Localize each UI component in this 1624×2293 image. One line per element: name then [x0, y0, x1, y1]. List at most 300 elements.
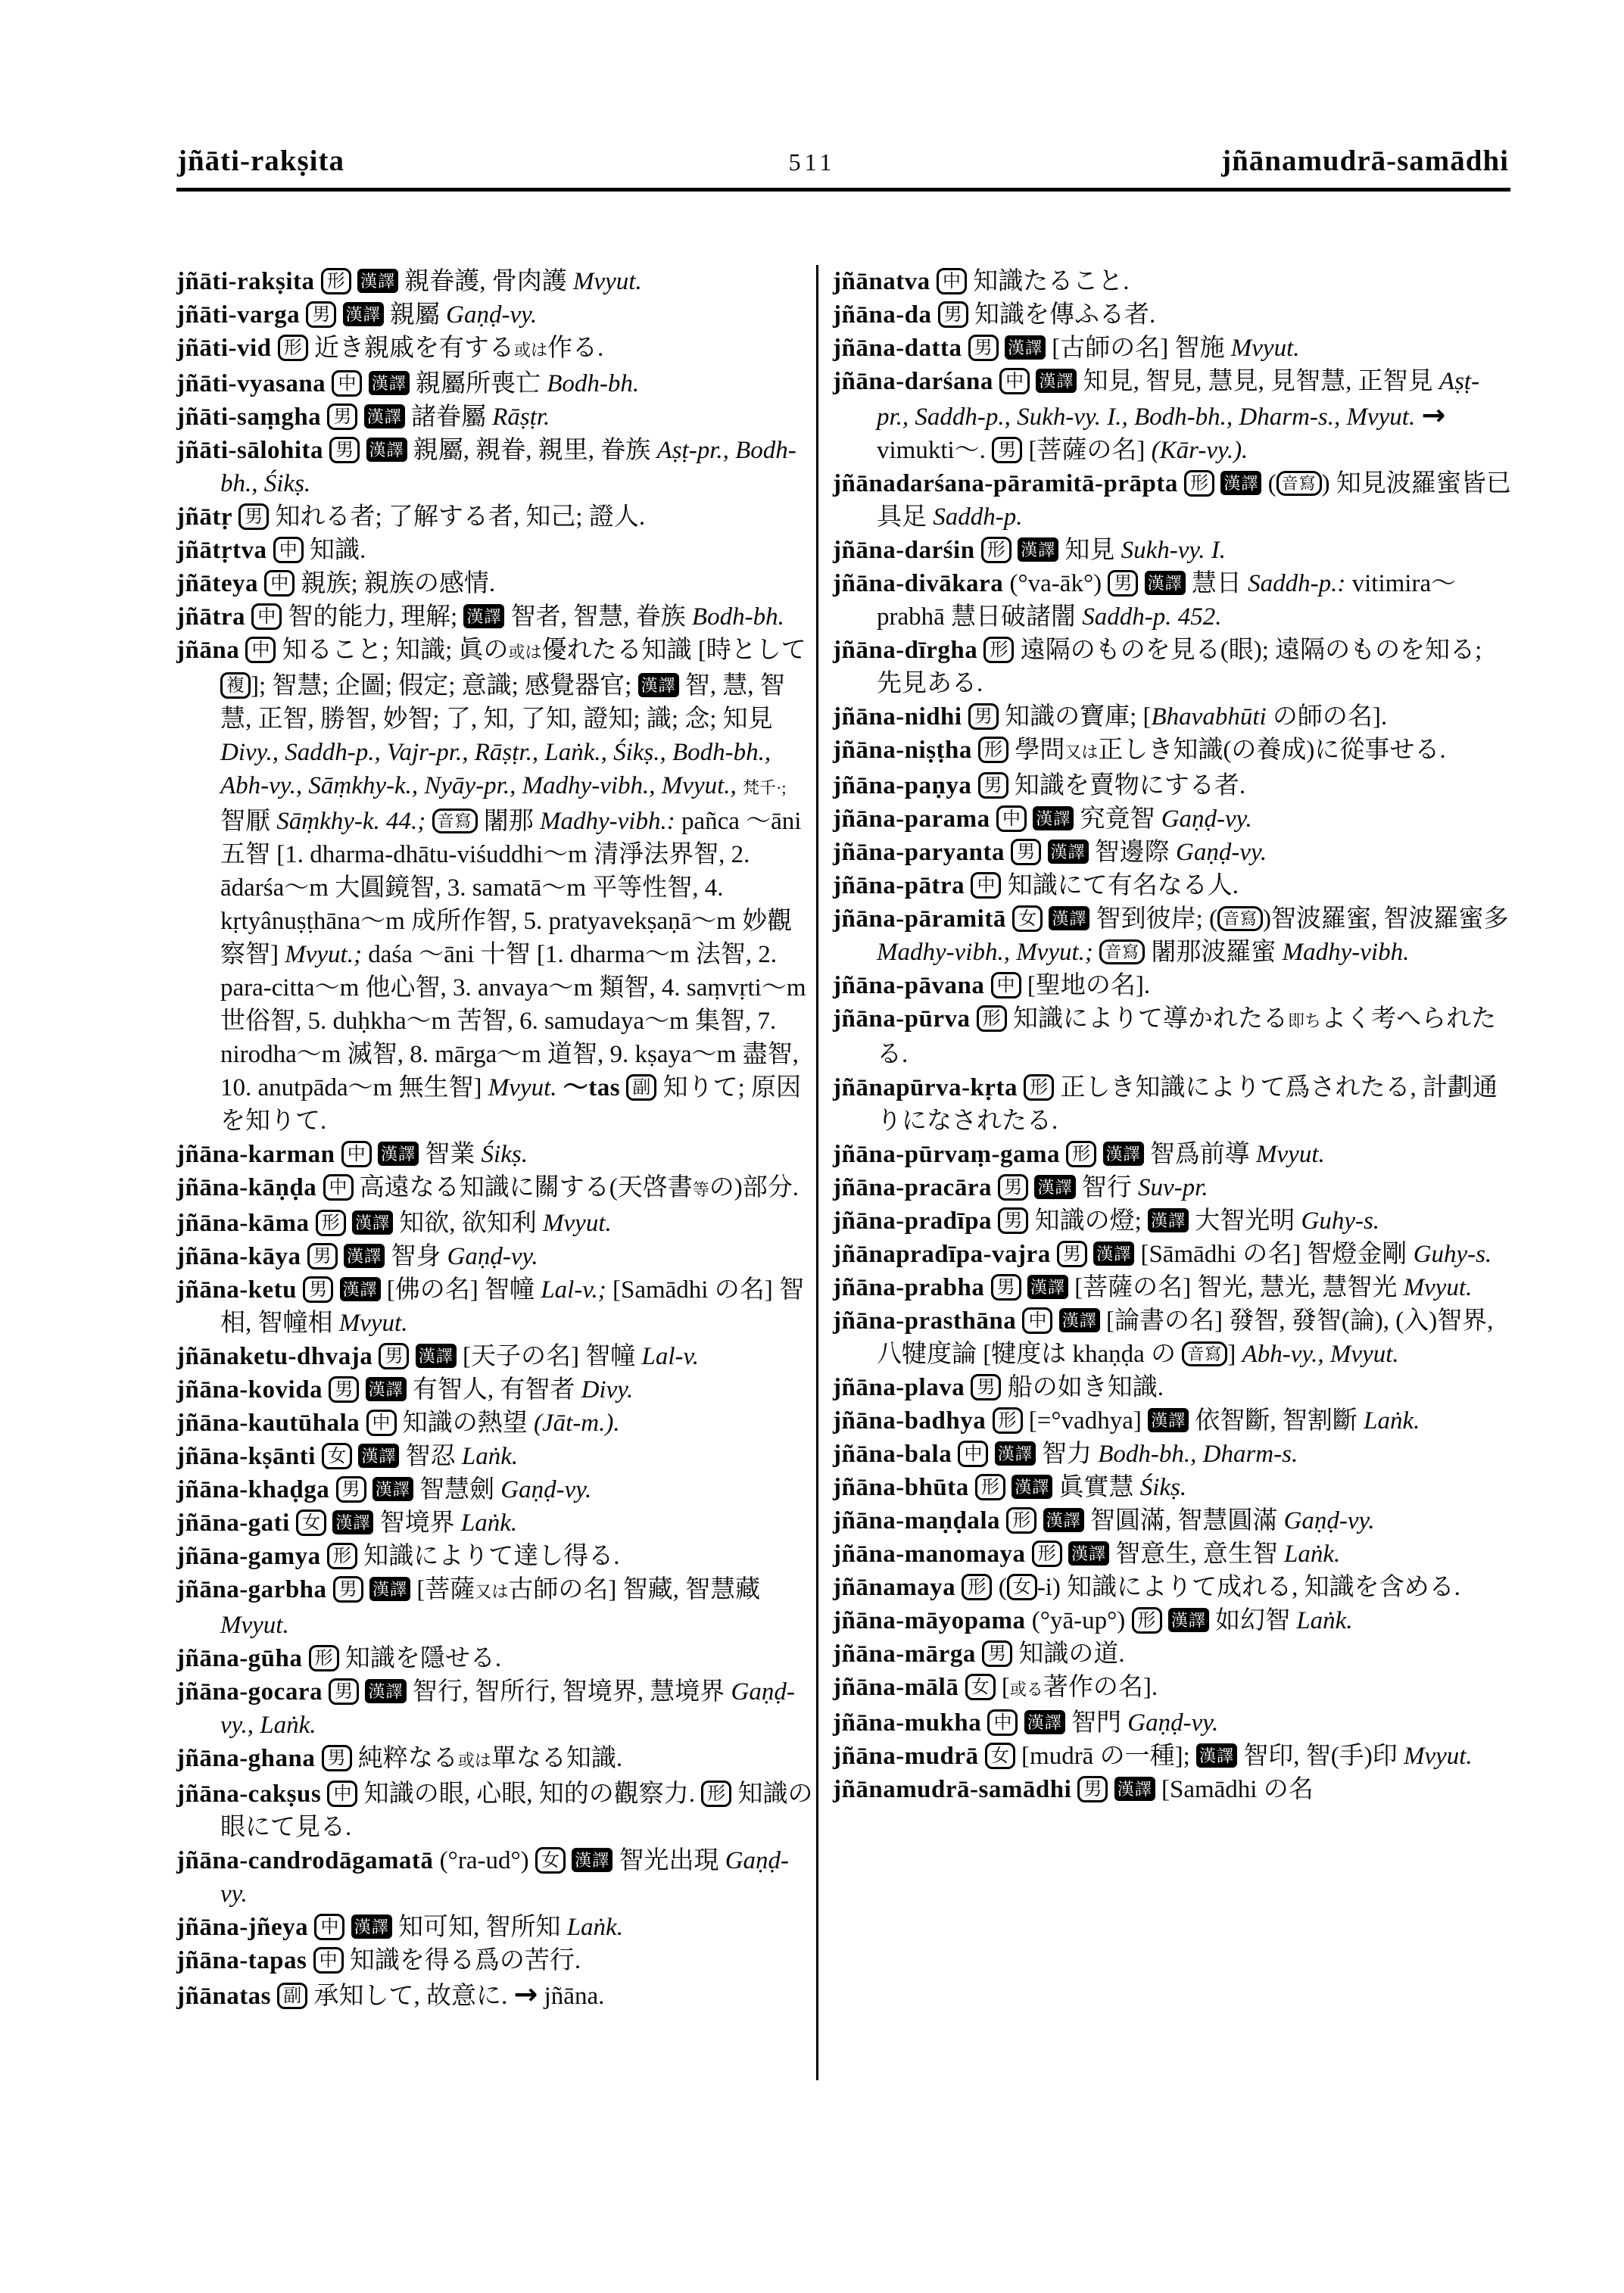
- source-ref: Mvyut.: [1230, 335, 1300, 362]
- kanyaku-marker: 漢譯: [1049, 906, 1089, 930]
- source-ref: Divy.: [581, 1376, 634, 1404]
- definition-text: 正しき知識によりて爲されたる, 計劃通りになされたる.: [877, 1074, 1498, 1135]
- headword: jñāna-datta: [833, 335, 962, 362]
- dict-entry: [176, 367, 815, 400]
- source-ref: Mvyut.: [488, 1074, 557, 1101]
- source-ref: Mvyut.: [1403, 1274, 1473, 1301]
- source-ref: Aṣṭ-pr., Saddh-p., Sukh-vy. I., Bodh-bh., Dharm-s., Mvyut.: [877, 368, 1480, 431]
- definition-text: 親屬, 親眷, 親里, 眷族: [413, 437, 651, 464]
- dict-entry: [176, 1977, 815, 2013]
- definition-text: 慧日: [1191, 570, 1242, 597]
- definition-text: 知りて; 原因を知りて.: [220, 1074, 801, 1135]
- kanyaku-marker: 漢譯: [369, 371, 410, 395]
- definition-text: 親族; 親族の感情.: [301, 570, 496, 597]
- dict-entry: [176, 265, 815, 298]
- definition-text: 知識の燈;: [1034, 1207, 1142, 1235]
- definition-text: 智身: [391, 1243, 441, 1270]
- onsha-marker: 音寫: [432, 808, 478, 833]
- definition-text: 智到彼岸; (: [1096, 905, 1218, 933]
- headword: jñāna-pūrvaṃ-gama: [833, 1141, 1061, 1168]
- definition-text: 智厭: [220, 808, 270, 835]
- pos-marker: 女: [985, 1743, 1015, 1769]
- headword: jñāna-kṣānti: [176, 1443, 316, 1470]
- pos-marker: 男: [307, 1243, 338, 1270]
- kanyaku-marker: 漢譯: [463, 604, 504, 628]
- headword: jñātṛtva: [176, 537, 267, 564]
- definition-text: 闍那: [483, 808, 534, 835]
- definition-text: 十智 [: [480, 941, 545, 968]
- source-ref: Gaṇḍ-vy.: [446, 301, 538, 329]
- headword: jñānadarśana-pāramitā-prāpta: [833, 470, 1178, 497]
- definition-text: 成所作智,: [411, 908, 518, 935]
- pos-marker: 中: [245, 637, 276, 663]
- kanyaku-marker: 漢譯: [365, 1679, 406, 1703]
- pos-marker: 中: [996, 805, 1027, 832]
- definition-text: [論書の名] 發智, 發智(論), (入)智界, 八犍度論 [犍度は: [877, 1307, 1494, 1368]
- sanskrit-term: [=°vadhya]: [1028, 1407, 1142, 1435]
- kanyaku-marker: 漢譯: [1048, 840, 1089, 864]
- sanskrit-term: 9. kṣaya〜m: [609, 1041, 737, 1068]
- dict-entry: [176, 332, 815, 367]
- dict-entry: [176, 1373, 815, 1407]
- dict-entry: [176, 434, 815, 500]
- definition-text: 依智斷, 智割斷: [1195, 1407, 1357, 1435]
- arrow-icon: →: [513, 1977, 538, 2011]
- definition-text: [Samādhi の名: [1161, 1776, 1314, 1803]
- headword: jñāti-varga: [176, 301, 301, 329]
- kanyaku-marker: 漢譯: [1005, 335, 1046, 360]
- pos-marker: 男: [329, 437, 360, 463]
- definition-text: 智邊際: [1094, 839, 1170, 866]
- definition-text: 他心智,: [365, 974, 447, 1002]
- definition-text: 承知して, 故意に.: [313, 1983, 508, 2010]
- sanskrit-term: pañca 〜āni: [681, 808, 802, 835]
- onsha-marker: 音寫: [1217, 906, 1263, 931]
- kanyaku-marker: 漢譯: [1034, 1175, 1075, 1199]
- definition-text: 古師の名] 智藏, 智慧藏: [508, 1576, 761, 1603]
- pos-marker: 男: [971, 1374, 1001, 1400]
- pos-marker: 男: [998, 1207, 1028, 1234]
- kanyaku-marker: 漢譯: [1220, 471, 1261, 495]
- definition-text: の: [1151, 1341, 1177, 1368]
- source-ref: Sāṃkhy-k. 44.;: [276, 808, 426, 835]
- headword: jñāna-paṇya: [833, 772, 972, 799]
- dict-entry: [176, 1675, 815, 1742]
- kanyaku-marker: 漢譯: [366, 438, 407, 462]
- definition-text: (: [998, 1574, 1007, 1601]
- pos-marker: 形: [1032, 1541, 1062, 1567]
- definition-text: 知識を傳ふる者.: [974, 301, 1156, 329]
- source-ref: Laṅk.: [566, 1914, 623, 1941]
- headword: jñāti-rakṣita: [176, 268, 315, 295]
- dict-entry: [176, 400, 815, 434]
- dict-entry: [833, 1204, 1511, 1238]
- definition-text: 世俗智,: [220, 1008, 302, 1035]
- pos-marker: 中: [327, 1781, 357, 1807]
- pos-marker: 男: [968, 703, 999, 730]
- dict-entry: [833, 1537, 1511, 1571]
- pos-marker: 中: [313, 1947, 344, 1974]
- pos-marker: 形: [309, 1645, 339, 1671]
- headword: jñāna-dīrgha: [833, 637, 978, 664]
- headword: jñāna-divākara: [833, 570, 1004, 597]
- sanskrit-term: 1. dharma〜m: [544, 941, 690, 968]
- pos-marker: 中: [341, 1141, 372, 1167]
- kanyaku-marker: 漢譯: [1103, 1142, 1144, 1166]
- headword: jñātra: [176, 603, 245, 631]
- definition-text: 集智,: [694, 1008, 752, 1035]
- headword: jñāna-manomaya: [833, 1541, 1026, 1568]
- kanyaku-marker: 漢譯: [1036, 369, 1077, 393]
- definition-text: 知見: [1064, 537, 1115, 564]
- definition-text: 闍那波羅蜜: [1151, 939, 1276, 966]
- dict-entry: [176, 1742, 815, 1777]
- definition-text: 智慧劍: [419, 1476, 495, 1503]
- definition-text: 知識を得る爲の苦行.: [349, 1947, 581, 1974]
- definition-text: 如幻智: [1215, 1607, 1291, 1634]
- source-ref: Guhy-s.: [1413, 1241, 1492, 1268]
- headword: jñāna-cakṣus: [176, 1781, 322, 1808]
- kanyaku-marker: 漢譯: [369, 1577, 410, 1601]
- headword: jñāna-mālā: [833, 1674, 959, 1701]
- headword: jñāna-pāvana: [833, 972, 985, 999]
- dict-entry: [176, 1340, 815, 1373]
- small-note: 或は: [457, 1751, 491, 1770]
- source-ref: Gaṇḍ-vy., Laṅk.: [220, 1678, 795, 1739]
- source-ref: Laṅk.: [1284, 1541, 1341, 1568]
- kanyaku-marker: 漢譯: [1168, 1608, 1209, 1632]
- small-note: 或る: [1009, 1680, 1043, 1699]
- pos-marker: 形: [1184, 470, 1214, 497]
- pos-marker: 男: [336, 1476, 366, 1503]
- dict-entry: [833, 969, 1511, 1002]
- pos-marker: 形: [993, 1407, 1023, 1434]
- definition-text: 智境界: [379, 1509, 455, 1537]
- sanskrit-term: -i): [1036, 1574, 1061, 1601]
- dict-entry: [833, 1371, 1511, 1404]
- headword: jñāna-khaḍga: [176, 1476, 330, 1503]
- definition-text: 親屬所喪亡: [415, 370, 541, 397]
- definition-text: 近き親戚を有する: [314, 335, 515, 362]
- definition-text: 知見波羅蜜皆已具足: [877, 470, 1511, 531]
- pos-marker: 女: [322, 1443, 352, 1469]
- headword: jñāna-tapas: [176, 1947, 307, 1974]
- kanyaku-marker: 漢譯: [1196, 1743, 1237, 1768]
- pos-marker: 男: [982, 1640, 1012, 1667]
- headword: jñāna-badhya: [833, 1407, 987, 1435]
- definition-text: 眞實慧: [1058, 1474, 1134, 1501]
- headword: jñāti-vyasana: [176, 370, 326, 397]
- definition-text: 清淨法界智,: [594, 841, 725, 868]
- definition-text: の師の名].: [1272, 703, 1388, 731]
- source-ref: Gaṇḍ-vy.: [220, 1847, 790, 1908]
- definition-text: 知識によりて導かれたる: [1013, 1005, 1289, 1033]
- definition-text: [菩薩の名] 智光, 慧光, 慧智光: [1074, 1274, 1398, 1301]
- sanskrit-term: khaṇḍa: [1072, 1341, 1145, 1368]
- dict-entry: [176, 1911, 815, 1944]
- small-note: 等: [692, 1180, 709, 1199]
- dict-entry: [176, 1440, 815, 1473]
- small-note: 又は: [475, 1582, 509, 1601]
- headword: jñāti-vid: [176, 335, 272, 362]
- source-ref: Gaṇḍ-vy.: [1283, 1507, 1375, 1534]
- definition-text: [mudrā の一種];: [1021, 1743, 1190, 1770]
- source-ref: Madhy-vibh., Mvyut.;: [877, 939, 1093, 966]
- pos-marker: 形: [1006, 1507, 1036, 1534]
- column-divider: [816, 265, 818, 2080]
- definition-text: [菩薩の名]: [1028, 437, 1146, 464]
- headword: jñāti-saṃgha: [176, 403, 322, 431]
- pos-marker: 女: [535, 1847, 566, 1874]
- pos-marker: 男: [1057, 1241, 1087, 1267]
- definition-text: [Sāmādhi の名] 智燈金剛: [1140, 1241, 1407, 1268]
- definition-text: 遠隔のものを見る(眼); 遠隔のものを知る; 先見ある.: [877, 637, 1482, 697]
- pos-marker: 形: [321, 268, 351, 294]
- pos-marker: 男: [938, 301, 968, 328]
- headword: jñāna-nidhi: [833, 703, 962, 731]
- source-ref: Gaṇḍ-vy.: [1161, 805, 1252, 833]
- sanskrit-term: 4. saṃvṛti〜m: [661, 974, 806, 1002]
- pos-marker: 形: [962, 1574, 992, 1600]
- source-ref: Mvyut.: [1403, 1743, 1473, 1770]
- source-ref: Divy., Saddh-p., Vajr-pr., Rāṣṭr., Laṅk., Śikṣ., Bodh-bh., Abh-vy., Sāṃkhy-k., Nyāy-pr., Madhy-vibh., Mvyut.,: [220, 739, 771, 799]
- pos-marker: 中: [999, 368, 1030, 394]
- dict-entry: [176, 1506, 815, 1540]
- definition-text: 知欲, 欲知利: [399, 1210, 537, 1237]
- source-ref: Laṅk.: [461, 1443, 519, 1470]
- dict-entry: [176, 1171, 815, 1207]
- dict-entry: [833, 1304, 1511, 1371]
- headword: jñāna-kautūhala: [176, 1410, 360, 1437]
- headword: jñāna-maṇḍala: [833, 1507, 1001, 1534]
- sanskrit-term: 3. anvaya〜m: [453, 974, 594, 1002]
- headword: jñāna-mudrā: [833, 1743, 979, 1770]
- dict-entry: [833, 869, 1511, 902]
- pos-marker: 中: [1022, 1307, 1052, 1334]
- dict-entry: [833, 769, 1511, 802]
- definition-text: 智門: [1071, 1709, 1121, 1737]
- pos-marker: 形: [983, 637, 1014, 663]
- source-ref: Gaṇḍ-vy.: [1127, 1709, 1219, 1737]
- kanyaku-marker: 漢譯: [995, 1441, 1036, 1466]
- dict-entry: [176, 1407, 815, 1440]
- definition-text: 慧日破諸闇: [951, 603, 1077, 631]
- kanyaku-marker: 漢譯: [638, 673, 679, 697]
- source-ref: Suv-pr.: [1138, 1174, 1208, 1201]
- pos-marker: 形: [278, 335, 308, 361]
- definition-text: [菩薩: [416, 1576, 475, 1603]
- source-ref: Lal-v.;: [541, 1276, 606, 1304]
- small-note: 又は: [1064, 743, 1099, 762]
- small-note: 或は: [508, 643, 542, 662]
- kanyaku-marker: 漢譯: [1033, 806, 1074, 830]
- source-ref: Bodh-bh.: [691, 603, 784, 631]
- definition-text: 知見, 智見, 慧見, 見智慧, 正智見: [1083, 368, 1433, 395]
- sanskrit-term: 5. duḥkha〜m: [307, 1008, 451, 1035]
- headword: jñāti-sālohita: [176, 437, 324, 464]
- dict-entry: [833, 1706, 1511, 1740]
- dict-entry: [176, 1240, 815, 1273]
- source-ref: Mvyut.: [573, 268, 642, 295]
- definition-text: 智忍: [405, 1443, 456, 1470]
- source-ref: (Kār-vy.).: [1151, 437, 1248, 464]
- definition-text: 知識たること.: [973, 268, 1130, 295]
- definition-text: の)部分.: [709, 1174, 800, 1201]
- definition-text: 智印, 智(手)印: [1243, 1743, 1398, 1770]
- definition-text: 知識にて有名なる人.: [1007, 872, 1239, 899]
- headword: jñāna-jñeya: [176, 1914, 309, 1941]
- sanskrit-term: (°va-āk°): [1009, 570, 1102, 597]
- headword: jñāna-prabha: [833, 1274, 985, 1301]
- pos-marker: 男: [322, 1745, 352, 1771]
- definition-text: 智慧; 企圖; 假定; 意識; 感覺器官;: [272, 672, 632, 699]
- source-ref: Guhy-s.: [1301, 1207, 1380, 1235]
- definition-text: [Samādhi の名] 智相, 智幢相: [220, 1276, 804, 1337]
- headword: jñāna-karman: [176, 1141, 335, 1168]
- definition-text: 五智 [: [220, 841, 285, 868]
- pos-marker: 女: [296, 1509, 326, 1536]
- source-ref: Lal-v.: [641, 1343, 699, 1370]
- source-ref: Sukh-vy. I.: [1121, 537, 1226, 564]
- pos-marker: 形: [327, 1543, 357, 1569]
- source-ref: Bodh-bh.: [547, 370, 640, 397]
- dict-entry: [833, 734, 1511, 769]
- headword: jñāna-parama: [833, 805, 990, 833]
- headword: jñānapradīpa-vajra: [833, 1241, 1051, 1268]
- kanyaku-marker: 漢譯: [364, 404, 405, 428]
- source-ref: Rāṣṭr.: [492, 403, 550, 431]
- dict-entry: [176, 1844, 815, 1911]
- headword: jñāna-da: [833, 301, 932, 329]
- header-guide-word-left: jñāti-rakṣita: [177, 145, 344, 177]
- sanskrit-term: 2. ādarśa〜m: [220, 841, 750, 902]
- dict-entry: [176, 634, 815, 1138]
- headword: jñāna-pradīpa: [833, 1207, 993, 1235]
- dict-entry: [833, 902, 1511, 969]
- sanskrit-term: daśa 〜āni: [368, 941, 475, 968]
- headword: jñāna-niṣṭha: [833, 737, 972, 764]
- pos-marker: 形: [977, 1005, 1007, 1032]
- pos-marker: 中: [332, 370, 362, 397]
- dict-entry: [176, 1944, 815, 1977]
- pos-marker: 副: [277, 1983, 307, 2009]
- kanyaku-marker: 漢譯: [332, 1510, 373, 1534]
- small-note: 或は: [514, 341, 548, 360]
- dict-entry: [176, 1273, 815, 1340]
- headword: jñānaketu-dhvaja: [176, 1343, 373, 1370]
- kanyaku-marker: 漢譯: [366, 1377, 407, 1401]
- definition-text: 知識の眼, 心眼, 知的の觀察力.: [363, 1781, 695, 1808]
- definition-text: [: [1001, 1674, 1010, 1701]
- pos-marker: 形: [978, 737, 1008, 763]
- definition-text: 高遠なる知識に關する(天啓書: [359, 1174, 693, 1201]
- source-ref: Mvyut.: [220, 1612, 289, 1639]
- dict-entry: [833, 1238, 1511, 1271]
- source-ref: Mvyut.: [543, 1210, 612, 1237]
- sanskrit-term: 3. samatā〜m: [447, 874, 586, 902]
- dict-entry: [176, 1540, 815, 1573]
- headword: jñāna-kovida: [176, 1376, 323, 1404]
- sanskrit-term: vimukti〜.: [877, 437, 986, 464]
- dict-entry: [833, 534, 1511, 567]
- pos-marker: 男: [329, 1678, 359, 1705]
- kanyaku-marker: 漢譯: [1011, 1475, 1052, 1499]
- headword: jñāna-pūrva: [833, 1005, 971, 1033]
- headword: jñāna-candrodāgamatā: [176, 1847, 434, 1874]
- headword: jñāna-bala: [833, 1441, 952, 1468]
- pos-marker: 男: [968, 335, 999, 361]
- pos-marker: 男: [306, 301, 336, 328]
- pos-marker: 中: [987, 1709, 1018, 1736]
- pos-marker: 中: [971, 872, 1001, 899]
- dict-entry: [176, 567, 815, 600]
- definition-text: 正しき知識(の養成)に從事せる.: [1098, 737, 1446, 764]
- kanyaku-marker: 漢譯: [358, 1444, 399, 1468]
- definition-text: 知識の寶庫; [: [1005, 703, 1152, 731]
- definition-text: 智者, 智慧, 眷族: [510, 603, 686, 631]
- source-ref: Mvyut.: [338, 1310, 408, 1337]
- sanskrit-term: 1. dharma-dhātu-viśuddhi〜m: [285, 841, 588, 868]
- source-ref: Śikṣ.: [481, 1141, 528, 1168]
- dict-entry: [176, 1138, 815, 1171]
- pos-marker: 中: [323, 1174, 354, 1201]
- onsha-marker: 音寫: [1099, 939, 1145, 964]
- definition-text: 大圓鏡智,: [335, 874, 441, 902]
- definition-text: ]: [1227, 1341, 1236, 1368]
- pos-marker: 男: [998, 1174, 1028, 1201]
- dict-entry: [833, 1471, 1511, 1504]
- dict-entry: [833, 332, 1511, 365]
- definition-text: [古師の名] 智施: [1052, 335, 1225, 362]
- kanyaku-marker: 漢譯: [1148, 1408, 1189, 1432]
- headword: jñāna-gocara: [176, 1678, 323, 1706]
- kanyaku-marker: 漢譯: [1024, 1710, 1065, 1734]
- definition-text: ): [1321, 470, 1330, 497]
- pos-marker: 男: [303, 1276, 333, 1303]
- definition-text: 知ること; 知識; 眞の: [282, 637, 509, 664]
- left-column: [176, 265, 815, 2013]
- source-ref: (Jāt-m.).: [534, 1410, 620, 1437]
- definition-text: 單なる知識.: [491, 1745, 623, 1772]
- dict-entry: [176, 1207, 815, 1240]
- right-column: [833, 265, 1511, 1806]
- kanyaku-marker: 漢譯: [372, 1477, 413, 1501]
- sanskrit-term: 4. kṛtyânuṣṭhāna〜m: [220, 874, 724, 935]
- definition-text: よく考へられたる.: [877, 1005, 1497, 1068]
- definition-text: 智爲前導: [1149, 1141, 1250, 1168]
- definition-text: ];: [251, 672, 267, 699]
- pos-marker: 中: [366, 1410, 397, 1436]
- definition-text: 道智,: [547, 1041, 604, 1068]
- source-ref: Mvyut.: [1256, 1141, 1325, 1168]
- dict-entry: [833, 802, 1511, 836]
- dict-entry: [833, 1271, 1511, 1304]
- pos-marker: 女: [965, 1674, 996, 1700]
- headword: jñānamaya: [833, 1574, 956, 1601]
- definition-text: )智波羅蜜, 智波羅蜜多: [1263, 905, 1509, 933]
- kanyaku-marker: 漢譯: [416, 1344, 457, 1368]
- pos-marker: 男: [991, 1274, 1021, 1301]
- source-ref: Bodh-bh., Dharm-s.: [1098, 1441, 1298, 1468]
- definition-text: 諸眷屬: [410, 403, 486, 431]
- source-ref: Saddh-p. 452.: [1082, 603, 1222, 631]
- definition-text: 究竟智: [1080, 805, 1155, 833]
- dict-entry: [833, 365, 1511, 467]
- definition-text: 滅智,: [347, 1041, 404, 1068]
- pos-marker: 男: [333, 1576, 363, 1603]
- headword: jñāna-prasthāna: [833, 1307, 1017, 1335]
- definition-text: 純粹なる: [357, 1745, 458, 1772]
